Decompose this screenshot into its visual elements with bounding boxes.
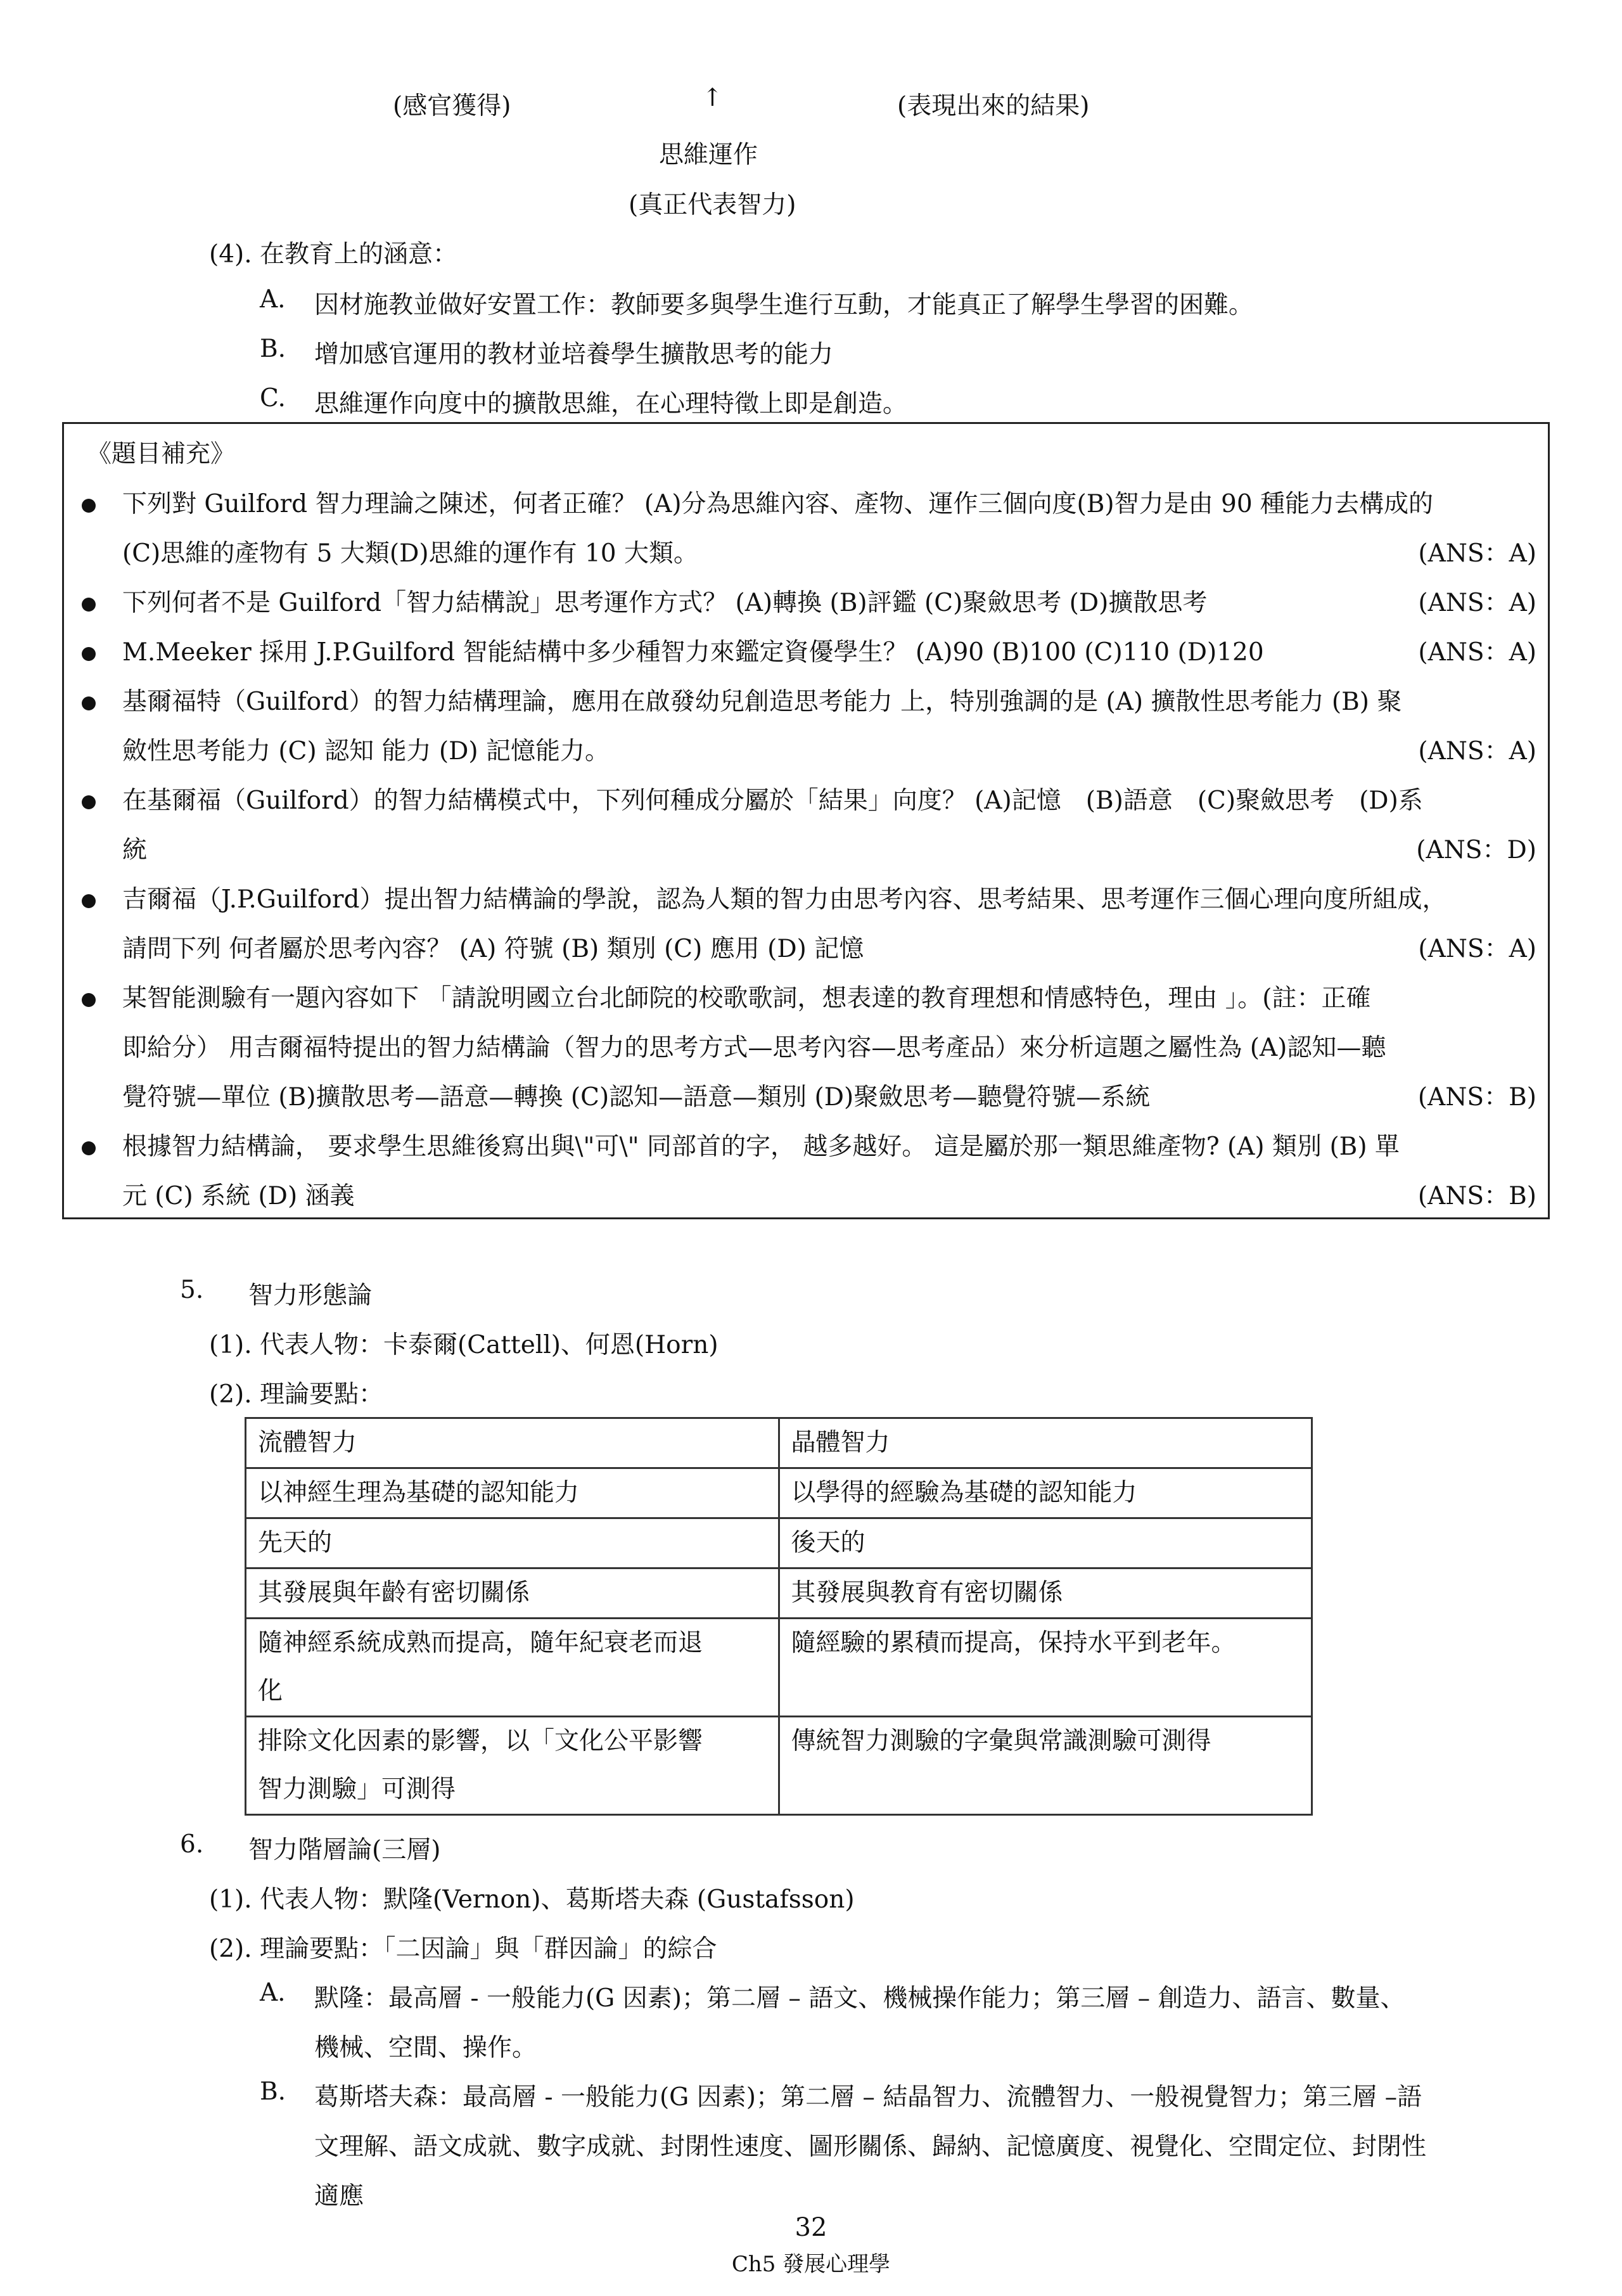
implication-a-marker: A. [260,285,286,314]
supplement-box [62,422,1550,1219]
page-number: 32 [795,2213,827,2242]
table-cell: 隨經驗的累積而提高，保持水平到老年。 [779,1619,1312,1717]
table-cell: 其發展與年齡有密切關係 [246,1568,779,1619]
q1-line-1: 下列對 Guilford 智力理論之陳述，何者正確？ (A)分為思維內容、產物、運作三個向度(B)智力是由 90 種能力去構成的 [122,490,1434,518]
diagram-center-sub: (真正代表智力) [629,191,796,219]
table-row [246,1468,1312,1518]
implication-c-marker: C. [260,384,286,413]
q4-answer: (ANS：A) [1418,737,1536,766]
bullet-icon [82,647,96,661]
bullet-icon [82,499,96,513]
supplement-title: 《題目補充》 [87,440,236,468]
bullet-icon [82,795,96,809]
table-cell: 傳統智力測驗的字彙與常識測驗可測得 [779,1717,1312,1815]
up-arrow-icon: ↑ [702,84,723,112]
table-cell: 以學得的經驗為基礎的認知能力 [779,1468,1312,1518]
bullet-icon [82,894,96,908]
section6-b-line-1: 葛斯塔夫森：最高層 - 一般能力(G 因素)；第二層 – 結晶智力、流體智力、一般視覺智力；第三層 –語 [314,2083,1422,2112]
implication-a-text: 因材施教並做好安置工作：教師要多與學生進行互動，才能真正了解學生學習的困難。 [314,291,1254,319]
table-cell: 隨神經系統成熟而提高，隨年紀衰老而退 化 [246,1619,779,1717]
table-row [246,1418,1312,1468]
q6-line-1: 吉爾福（J.P.Guilford）提出智力結構論的學說，認為人類的智力由思考內容、思考結果、思考運作三個心理向度所組成， [122,885,1447,914]
section6-a-line-1: 默隆：最高層 - 一般能力(G 因素)；第二層 – 語文、機械操作能力；第三層 – 創造力、語言、數量、 [314,1984,1405,2013]
q4-line-2: 斂性思考能力 (C) 認知 能力 (D) 記憶能力。 [122,737,610,766]
table-cell: 先天的 [246,1518,779,1568]
q7-line-3: 覺符號—單位 (B)擴散思考—語意—轉換 (C)認知—語意—類別 (D)聚斂思考—聽覺符號—系統 [122,1083,1151,1112]
section6-points: (2). 理論要點：「二因論」與「群因論」的綜合 [209,1935,717,1963]
q2-line-1: 下列何者不是 Guilford「智力結構說」思考運作方式？ (A)轉換 (B)評鑑 (C)聚斂思考 (D)擴散思考 [122,589,1208,617]
section5-representatives: (1). 代表人物：卡泰爾(Cattell)、何恩(Horn) [209,1331,718,1359]
table-cell: 排除文化因素的影響，以「文化公平影響 智力測驗」可測得 [246,1717,779,1815]
q8-line-1: 根據智力結構論， 要求學生思維後寫出與\"可\" 同部首的字， 越多越好。 這是屬於那一類思維產物? (A) 類別 (B) 單 [122,1132,1400,1161]
diagram-center-label: 思維運作 [659,141,758,169]
q8-answer: (ANS：B) [1417,1182,1536,1210]
table-cell: 後天的 [779,1518,1312,1568]
q8-line-2: 元 (C) 系統 (D) 涵義 [122,1182,355,1210]
section6-b-marker: B. [260,2077,286,2106]
table-header-crystallized: 晶體智力 [779,1418,1312,1468]
q3-answer: (ANS：A) [1418,638,1536,667]
q7-line-2: 即給分） 用吉爾福特提出的智力結構論（智力的思考方式—思考內容—思考產品）來分析這題之屬性為 (A)認知—聽 [122,1034,1386,1062]
q5-line-1: 在基爾福（Guilford）的智力結構模式中，下列何種成分屬於「結果」向度？ (A)記憶 (B)語意 (C)聚斂思考 (D)系 [122,786,1423,815]
section6-a-marker: A. [260,1979,286,2007]
chapter-footer: Ch5 發展心理學 [731,2252,891,2277]
q6-answer: (ANS：A) [1418,935,1536,963]
table-cell: 以神經生理為基礎的認知能力 [246,1468,779,1518]
section5-points-heading: (2). 理論要點： [209,1380,384,1409]
intelligence-comparison-table [245,1417,1313,1816]
diagram-left-label: (感官獲得) [393,92,511,120]
q7-answer: (ANS：B) [1417,1083,1536,1112]
table-header-fluid: 流體智力 [246,1418,779,1468]
q7-line-1: 某智能測驗有一題內容如下 「請說明國立台北師院的校歌歌詞，想表達的教育理想和情感特色，理由 」。(註：正確 [122,984,1371,1013]
q4-line-1: 基爾福特（Guilford）的智力結構理論，應用在啟發幼兒創造思考能力 上，特別強調的是 (A) 擴散性思考能力 (B) 聚 [122,688,1402,716]
table-cell: 其發展與教育有密切關係 [779,1568,1312,1619]
bullet-icon [82,1141,96,1155]
section6-b-line-2: 文理解、語文成就、數字成就、封閉性速度、圖形關係、歸納、記憶廣度、視覺化、空間定位、封閉性 [314,2132,1427,2161]
table-row [246,1568,1312,1619]
bullet-icon [82,696,96,710]
bullet-icon [82,993,96,1007]
q5-line-2: 統 [122,836,148,864]
implication-c-text: 思維運作向度中的擴散思維，在心理特徵上即是創造。 [314,390,908,418]
section5-title: 智力形態論 [248,1281,373,1310]
table-row [246,1518,1312,1568]
q3-line-1: M.Meeker 採用 J.P.Guilford 智能結構中多少種智力來鑑定資優學生？ (A)90 (B)100 (C)110 (D)120 [122,638,1264,667]
section6-title: 智力階層論(三層) [248,1836,441,1864]
section5-number: 5. [180,1276,204,1304]
q5-answer: (ANS：D) [1416,836,1536,864]
section6-number: 6. [180,1830,204,1859]
q6-line-2: 請問下列 何者屬於思考內容？ (A) 符號 (B) 類別 (C) 應用 (D) 記憶 [122,935,864,963]
table-row [246,1619,1312,1717]
section6-b-line-3: 適應 [314,2182,364,2210]
table-row [246,1717,1312,1815]
implication-b-text: 增加感官運用的教材並培養學生擴散思考的能力 [314,340,834,369]
q2-answer: (ANS：A) [1418,589,1536,617]
implication-b-marker: B. [260,335,286,363]
bullet-icon [82,598,96,612]
q1-answer: (ANS：A) [1418,539,1536,568]
section6-representatives: (1). 代表人物：默隆(Vernon)、葛斯塔夫森 (Gustafsson) [209,1885,855,1914]
q1-line-2: (C)思維的產物有 5 大類(D)思維的運作有 10 大類。 [122,539,698,568]
implications-heading: (4). 在教育上的涵意： [209,240,458,269]
section6-a-line-2: 機械、空間、操作。 [314,2034,537,2062]
diagram-right-label: (表現出來的結果) [897,92,1090,120]
